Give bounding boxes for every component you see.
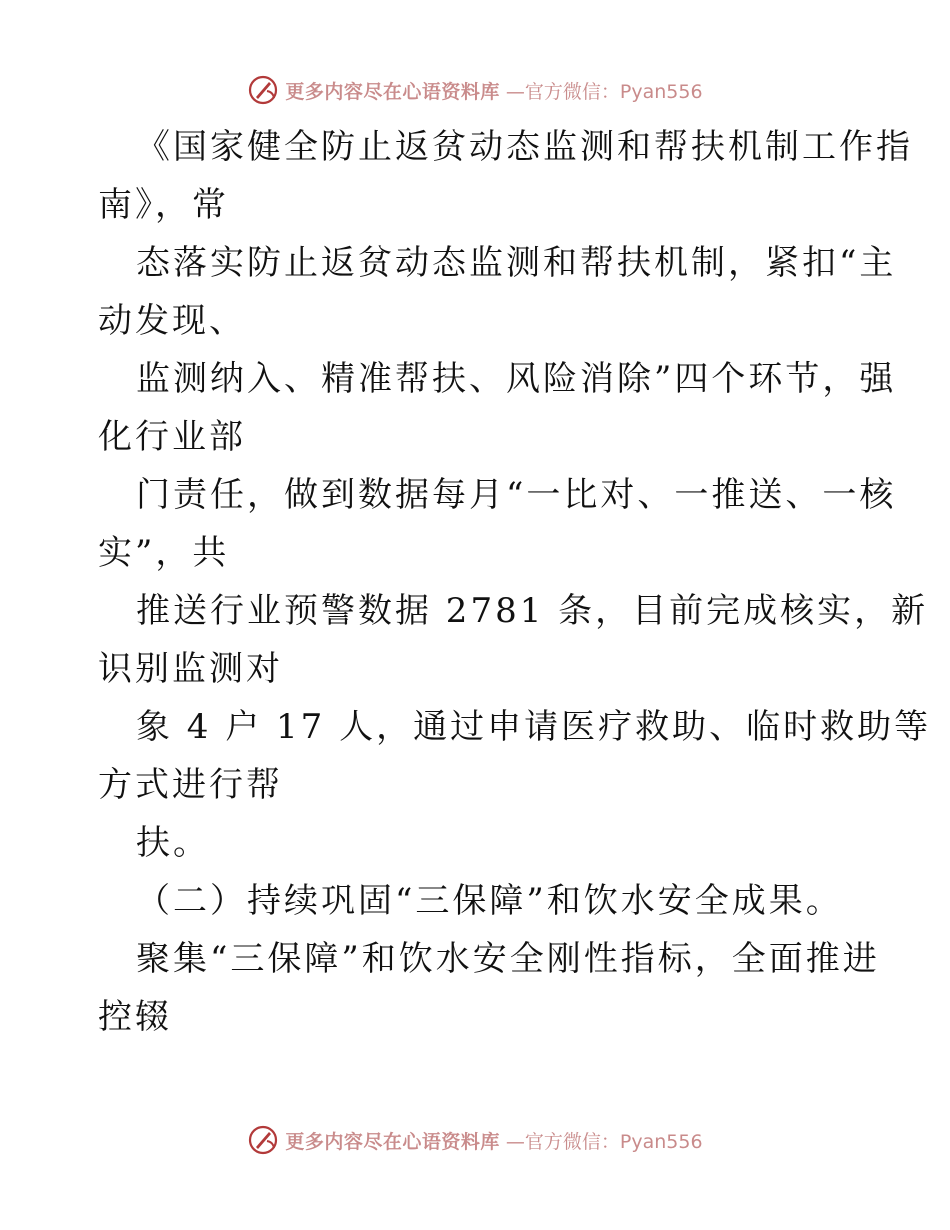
text-line: 象 4 户 17 人，通过申请医疗救助、临时救助等	[136, 707, 932, 747]
document-body	[98, 118, 932, 1046]
header-watermark	[0, 70, 950, 110]
text-line: 态落实防止返贫动态监测和帮扶机制，紧扣“主	[136, 243, 897, 283]
text-line: 方式进行帮	[98, 765, 283, 805]
text-line: 动发现、	[98, 301, 246, 341]
text-line: 实”，共	[98, 533, 230, 573]
text-line: 识别监测对	[98, 649, 283, 689]
text-line: 门责任，做到数据每月“一比对、一推送、一核	[136, 475, 897, 515]
footer-watermark	[0, 1120, 950, 1160]
section-heading: （二）持续巩固“三保障”和饮水安全成果。	[136, 881, 843, 921]
text-line: 监测纳入、精准帮扶、风险消除”四个环节，强	[136, 359, 897, 399]
quill-logo-icon	[247, 74, 279, 106]
text-line: 化行业部	[98, 417, 246, 457]
text-line: 《国家健全防止返贫动态监测和帮扶机制工作指	[136, 127, 913, 167]
watermark-sub-text: —官方微信：Pyan556	[505, 80, 703, 103]
watermark-sub-text: —官方微信：Pyan556	[505, 1130, 703, 1153]
text-line: 推送行业预警数据 2781 条，目前完成核实，新	[136, 591, 929, 631]
text-line: 扶。	[136, 823, 210, 863]
quill-logo-icon	[247, 1124, 279, 1156]
watermark-main-text: 更多内容尽在心语资料库	[285, 1130, 500, 1153]
watermark-main-text: 更多内容尽在心语资料库	[285, 80, 500, 103]
text-line: 南》，常	[98, 185, 229, 225]
text-line: 聚集“三保障”和饮水安全刚性指标，全面推进	[136, 939, 880, 979]
text-line: 控辍	[98, 997, 172, 1037]
